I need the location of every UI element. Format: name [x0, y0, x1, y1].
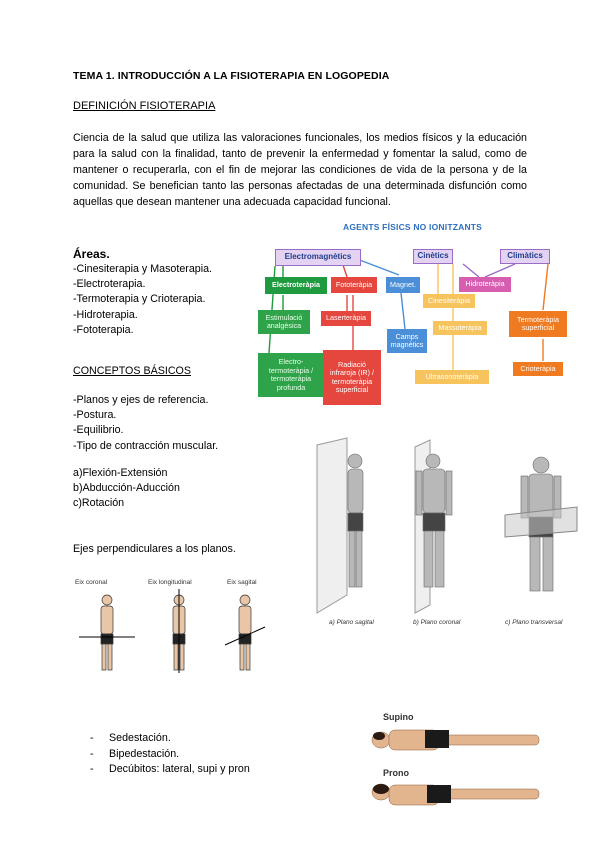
definition-paragraph: Ciencia de la salud que utiliza las valoraciones funcionales, los medios físicos y la educación para la salud con la finalidad, tanto de prevenir la enfermedad y fomentar la salud, como de mantener o recuperarla, con el fin de mejorar las condiciones de vida de la persona y de la comunidad. Se benefician tanto las personas afectadas de una determinada disfunción como aquellas que desean mantener una adecuada capacidad funcional. — [73, 132, 527, 208]
ejes-figure — [75, 575, 275, 675]
node-electroterapia: Electroteràpia — [265, 277, 327, 294]
label-supino: Supino — [383, 712, 414, 722]
list-item: -Electroterapia. — [73, 278, 146, 291]
node-cineticos: Cinètics — [413, 249, 453, 264]
node-radiacio-infraroja: Radiació infraroja (IR) / termoteràpia superficial — [323, 350, 381, 405]
caption-plano-coronal: b) Plano coronal — [413, 619, 461, 626]
node-electromagneticos: Electromagnètics — [275, 249, 361, 266]
label-eix-longitudinal: Eix longitudinal — [148, 579, 192, 586]
document-title: TEMA 1. INTRODUCCIÓN A LA FISIOTERAPIA EN LOGOPEDIA — [73, 70, 390, 82]
node-termoterapia-superficial: Termoteràpia superficial — [509, 311, 567, 337]
list-item: -Fototerapia. — [73, 323, 134, 336]
list-item: c)Rotación — [73, 497, 125, 510]
planos-illustration — [315, 435, 580, 635]
list-item: -Planos y ejes de referencia. — [73, 394, 209, 406]
ejes-illustration — [75, 575, 275, 675]
posture-illustration — [365, 710, 550, 840]
label-eix-coronal: Eix coronal — [75, 579, 108, 586]
areas-list — [73, 262, 212, 338]
caption-plano-transversal: c) Plano transversal — [505, 619, 563, 626]
node-electro-termoterapia: Electro-termoteràpia / termoteràpia profunda — [258, 353, 324, 397]
node-masoterapia: Massoteràpia — [433, 321, 487, 335]
list-item: -Tipo de contracción muscular. — [73, 439, 219, 452]
node-crioterapia: Crioteràpia — [513, 362, 563, 376]
list-item: b)Abducción-Aducción — [73, 482, 180, 495]
list-item: - Bipedestación. — [90, 747, 250, 763]
node-ultrasonoterapia: Ultrasonoteràpia — [415, 370, 489, 384]
list-item: -Equilibrio. — [73, 424, 124, 437]
ejes-text: Ejes perpendiculares a los planos. — [73, 543, 236, 555]
list-item: -Postura. — [73, 409, 117, 422]
node-fototerapia: Fototeràpia — [331, 277, 377, 293]
label-prono: Prono — [383, 768, 409, 778]
node-hidroterapia: Hidroteràpia — [459, 277, 511, 292]
agents-fisics-diagram — [253, 215, 593, 415]
list-item: -Hidroterapia. — [73, 308, 138, 321]
planos-figure — [315, 435, 580, 635]
posture-figure — [365, 710, 550, 840]
node-magnet: Magnet. — [386, 277, 420, 293]
node-camps-magnetics: Camps magnètics — [387, 329, 427, 353]
conceptos-list — [73, 393, 218, 454]
label-eix-sagital: Eix sagital — [227, 579, 257, 586]
node-cinesiterapia: Cinesiteràpia — [423, 294, 475, 308]
posiciones-list — [90, 731, 250, 778]
list-item: - Sedestación. — [90, 731, 250, 747]
node-estimulacion: Estimulació analgèsica — [258, 310, 310, 334]
list-item: -Cinesiterapia y Masoterapia. — [73, 263, 213, 275]
list-item: - Decúbitos: lateral, supi y pron — [90, 762, 250, 778]
list-item: -Termoterapia y Crioterapia. — [73, 293, 206, 306]
node-laserterapia: Laserteràpia — [321, 311, 371, 326]
node-climaticos: Climàtics — [500, 249, 550, 264]
section-heading-conceptos: CONCEPTOS BÁSICOS — [73, 365, 191, 377]
movimientos-list — [73, 466, 180, 512]
list-item: a)Flexión-Extensión — [73, 467, 168, 479]
diagram-title: AGENTS FÍSICS NO IONITZANTS — [343, 222, 483, 232]
caption-plano-sagital: a) Plano sagital — [329, 619, 374, 626]
section-heading-definicion: DEFINICIÓN FISIOTERAPIA — [73, 100, 216, 112]
areas-heading: Áreas. — [73, 247, 110, 261]
